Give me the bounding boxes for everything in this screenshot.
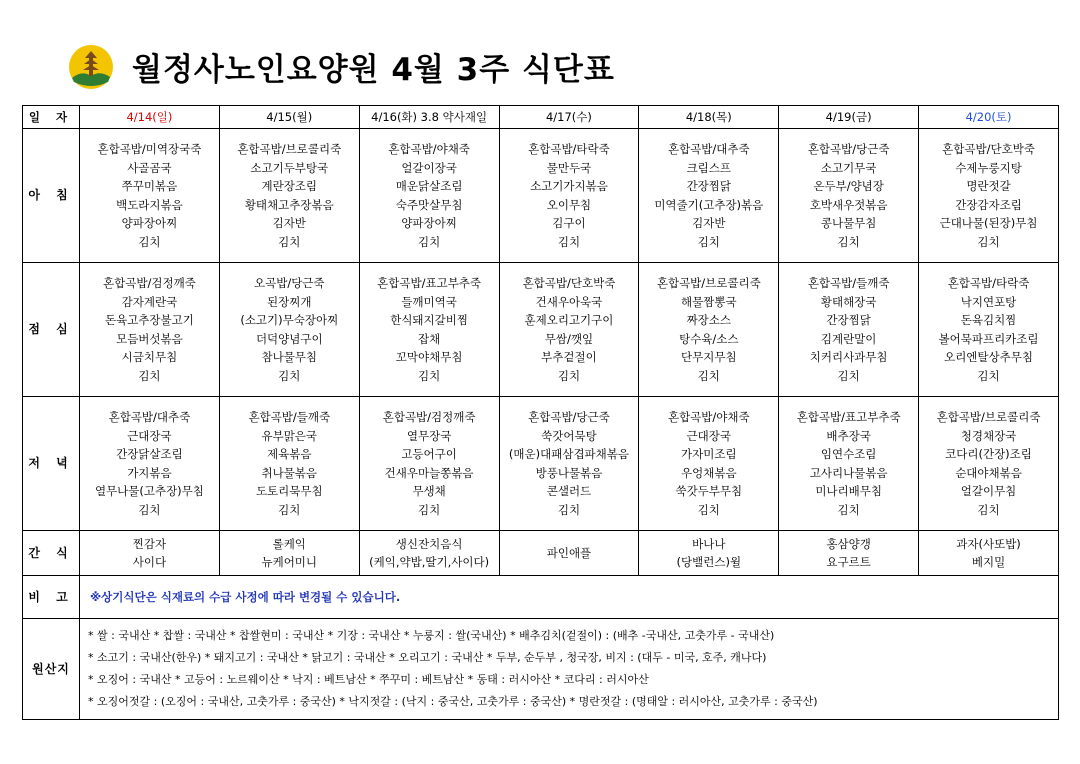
menu-item: 파인애플	[546, 545, 592, 560]
menu-item: 김치	[977, 234, 1000, 249]
menu-item: 김자반	[272, 216, 306, 230]
menu-item: 명란젓갈	[966, 179, 1011, 193]
menu-item: 소고기두부탕국	[250, 160, 329, 175]
menu-item: 꼬막야채무침	[395, 350, 463, 364]
meal-cell	[219, 531, 359, 576]
meal-cell	[779, 397, 919, 531]
menu-item: 김자반	[692, 216, 726, 230]
row-label-dinner: 저 녁	[23, 397, 80, 531]
menu-item: 과자(사또밥)	[956, 536, 1021, 551]
menu-item: 혼합곡밥/들깨죽	[807, 276, 890, 290]
menu-item: 제육볶음	[267, 447, 312, 461]
menu-item: 김치	[837, 368, 860, 383]
meal-cell	[219, 129, 359, 263]
menu-item: 건새우마늘쫑볶음	[384, 465, 474, 480]
menu-item: 낙지연포탕	[960, 294, 1017, 309]
origin-line: * 오징어 : 국내산 * 고등어 : 노르웨이산 * 낙지 : 베트남산 * 쭈꾸미 : 베트남산 * 동태 : 러시아산 * 코다리 : 러시아산	[88, 673, 649, 686]
row-label-origin: 원산지	[23, 619, 80, 720]
menu-item: 김구이	[552, 216, 586, 230]
menu-item: 베지밀	[971, 555, 1006, 569]
lunch-row	[23, 263, 1059, 397]
menu-item: 혼합곡밥/표고부추죽	[377, 276, 482, 290]
menu-item: (당밸런스)윌	[676, 555, 742, 569]
menu-item: 한식돼지갈비찜	[390, 313, 468, 327]
menu-item: 코다리(간장)조림	[945, 447, 1032, 461]
meal-cell	[499, 531, 639, 576]
menu-item: 간장찜닭	[686, 179, 732, 193]
menu-item: 양파장아찌	[121, 216, 178, 230]
row-label-snack: 간 식	[23, 531, 80, 576]
menu-item: 양파장아찌	[401, 216, 457, 230]
menu-item: 김치	[837, 234, 860, 249]
dinner-row	[23, 397, 1059, 531]
menu-item: 김치	[278, 502, 301, 517]
menu-item: 근대장국	[127, 428, 172, 443]
menu-item: 돈육김치찜	[960, 313, 1017, 327]
menu-item: 김계란말이	[820, 331, 877, 346]
breakfast-row	[23, 129, 1059, 263]
menu-item: 매운닭살조림	[395, 179, 463, 193]
menu-item: 들깨미역국	[401, 294, 457, 309]
menu-item: 콩나물무침	[820, 216, 877, 230]
menu-item: 백도라지볶음	[116, 197, 183, 212]
meal-cell	[359, 531, 499, 576]
meal-cell	[919, 129, 1059, 263]
menu-item: 뉴케어미니	[261, 555, 318, 569]
row-label-breakfast: 아 침	[23, 129, 80, 263]
page-title: 월정사노인요양원 4월 3주 식단표	[132, 52, 615, 88]
meal-cell	[219, 397, 359, 531]
menu-item: 혼합곡밥/들깨죽	[248, 410, 331, 424]
menu-item: 청경채장국	[960, 428, 1017, 443]
menu-item: 혼합곡밥/단호박죽	[522, 276, 616, 290]
menu-item: 혼합곡밥/대추죽	[108, 410, 191, 424]
menu-item: 치커리사과무침	[809, 350, 888, 364]
menu-item: 사골곰국	[127, 160, 172, 175]
menu-item: 쭈꾸미볶음	[121, 179, 178, 193]
menu-item: 김치	[418, 502, 441, 517]
menu-item: 방풍나물볶음	[535, 465, 603, 480]
menu-item: 간장닭살조림	[116, 447, 183, 461]
date-header: 4/18(목)	[639, 106, 779, 129]
menu-item: 황태해장국	[820, 294, 877, 309]
menu-item: 감자계란국	[121, 294, 178, 309]
origin-row	[23, 619, 1059, 720]
menu-item: 소고기무국	[820, 160, 877, 175]
menu-item: 바나나	[692, 536, 726, 551]
menu-item: 김치	[697, 234, 720, 249]
menu-item: 호박새우젓볶음	[809, 197, 888, 212]
row-label-lunch: 점 심	[23, 263, 80, 397]
menu-item: 더덕양념구이	[255, 331, 323, 346]
meal-cell	[639, 397, 779, 531]
menu-item: 사이다	[132, 555, 167, 569]
date-header-row	[23, 106, 1059, 129]
menu-item: 볼어묵파프리카조림	[938, 331, 1039, 346]
logo-icon	[68, 44, 114, 90]
date-header: 4/14(일)	[80, 106, 220, 129]
menu-item: 잡채	[418, 331, 441, 346]
origin-line: * 소고기 : 국내산(한우) * 돼지고기 : 국내산 * 닭고기 : 국내산 * 오리고기 : 국내산 * 두부, 순두부 , 청국장, 비지 : (대두 - 미국, 호주, 캐나다)	[88, 651, 767, 664]
meal-cell	[80, 263, 220, 397]
menu-item: 혼합곡밥/당근죽	[528, 410, 610, 424]
menu-item: 계란장조림	[261, 179, 318, 193]
menu-item: 요구르트	[826, 555, 871, 569]
menu-item: 혼합곡밥/브로콜리죽	[656, 276, 761, 290]
menu-item: 혼합곡밥/검정깨죽	[382, 410, 476, 424]
menu-item: 얼갈이무침	[960, 484, 1017, 498]
menu-item: 가지볶음	[127, 465, 172, 480]
date-header: 4/17(수)	[499, 106, 639, 129]
menu-item: 김치	[557, 502, 581, 517]
meal-cell	[779, 129, 919, 263]
date-header: 4/19(금)	[779, 106, 919, 129]
meal-cell	[219, 263, 359, 397]
menu-item: 유부맑은국	[261, 428, 318, 443]
menu-item: 간장감자조림	[955, 197, 1022, 212]
date-header: 4/16(화) 3.8 약사재일	[359, 106, 499, 129]
menu-item: 김치	[697, 502, 720, 517]
menu-item: 혼합곡밥/대추죽	[667, 142, 750, 156]
menu-item: 김치	[138, 368, 161, 383]
menu-item: 김치	[977, 368, 1000, 383]
menu-item: 부추겉절이	[541, 350, 597, 364]
menu-item: 김치	[278, 368, 301, 383]
menu-item: 모듬버섯볶음	[116, 331, 183, 346]
menu-item: 김치	[557, 234, 581, 249]
meal-cell	[639, 531, 779, 576]
meal-cell	[779, 263, 919, 397]
menu-item: 김치	[557, 368, 581, 383]
menu-item: 오곡밥/당근죽	[254, 276, 325, 290]
menu-item: 오이무침	[546, 197, 592, 212]
menu-item: 숙주맛살무침	[395, 197, 463, 212]
menu-table	[22, 105, 1059, 720]
menu-item: 혼합곡밥/타락죽	[528, 142, 610, 156]
meal-cell	[639, 129, 779, 263]
meal-cell	[919, 397, 1059, 531]
menu-item: 혼합곡밥/타락죽	[947, 276, 1030, 290]
remark-text: ※상기식단은 식재료의 수급 사정에 따라 변경될 수 있습니다.	[80, 576, 1059, 619]
menu-item: 미역줄기(고추장)볶음	[654, 197, 764, 212]
menu-item: (소고기)무숙장아찌	[240, 313, 339, 327]
menu-item: 탕수육/소스	[679, 331, 739, 346]
meal-cell	[499, 397, 639, 531]
menu-item: 소고기가지볶음	[530, 179, 608, 193]
menu-item: 열무나물(고추장)무침	[94, 484, 204, 498]
menu-item: 쑥갓두부무침	[675, 484, 743, 498]
menu-item: 짜장소스	[686, 313, 732, 327]
menu-item: 쑥갓어묵탕	[541, 428, 597, 443]
meal-cell	[779, 531, 919, 576]
menu-item: 근대나물(된장)무침	[939, 216, 1038, 230]
menu-item: 혼합곡밥/야채죽	[388, 142, 470, 156]
menu-item: 혼합곡밥/단호박죽	[942, 142, 1035, 156]
menu-item: 미나리배무침	[815, 484, 882, 498]
menu-item: 김치	[697, 368, 720, 383]
meal-cell	[919, 263, 1059, 397]
menu-item: 열무장국	[406, 428, 452, 443]
menu-item: 오리엔탈상추무침	[944, 350, 1033, 364]
menu-item: 취나물볶음	[261, 465, 318, 480]
menu-item: 물만두국	[546, 160, 592, 175]
menu-item: 도토리묵무침	[255, 484, 323, 498]
menu-item: 혼합곡밥/야채죽	[667, 410, 750, 424]
menu-item: 김치	[418, 368, 441, 383]
menu-item: 혼합곡밥/브로콜리죽	[936, 410, 1041, 424]
menu-item: 순대야채볶음	[955, 465, 1022, 480]
menu-item: 롤케익	[272, 536, 306, 551]
menu-item: 혼합곡밥/브로콜리죽	[237, 142, 342, 156]
menu-item: 근대장국	[686, 428, 732, 443]
date-header: 4/15(월)	[219, 106, 359, 129]
menu-item: 배추장국	[826, 428, 871, 443]
menu-item: 돈육고추장불고기	[104, 313, 194, 327]
row-label-date: 일 자	[23, 106, 80, 129]
menu-item: 단무지무침	[681, 350, 737, 364]
meal-cell	[80, 397, 220, 531]
menu-item: 얼갈이장국	[401, 160, 457, 175]
menu-item: (매운)대패삼겹파채볶음	[508, 447, 629, 461]
meal-cell	[499, 129, 639, 263]
menu-item: 참나물무침	[261, 350, 318, 364]
meal-cell	[359, 263, 499, 397]
menu-item: 해물짬뽕국	[681, 294, 737, 309]
menu-item: 김치	[278, 234, 301, 249]
meal-cell	[359, 129, 499, 263]
menu-item: 콘샐러드	[546, 484, 592, 498]
menu-item: 김치	[138, 234, 161, 249]
menu-item: 황태채고추장볶음	[244, 197, 334, 212]
remark-row	[23, 576, 1059, 619]
meal-cell	[639, 263, 779, 397]
menu-item: 건새우아욱국	[535, 294, 603, 309]
menu-item: 찐감자	[132, 536, 167, 551]
menu-item: 김치	[138, 502, 161, 517]
meal-cell	[359, 397, 499, 531]
menu-item: 된장찌개	[267, 294, 312, 309]
menu-item: 시금치무침	[121, 350, 178, 364]
meal-cell	[80, 129, 220, 263]
menu-item: 우엉채볶음	[681, 465, 737, 480]
date-header: 4/20(토)	[919, 106, 1059, 129]
menu-item: 가자미조림	[681, 447, 737, 461]
menu-item: 크림스프	[686, 160, 732, 175]
menu-item: 온두부/양념장	[813, 179, 884, 193]
menu-item: 혼합곡밥/검정깨죽	[103, 276, 196, 290]
menu-item: 홍삼양갱	[826, 536, 871, 551]
menu-item: 생신잔치음식	[395, 536, 463, 551]
menu-item: 혼합곡밥/표고부추죽	[796, 410, 901, 424]
menu-item: 김치	[418, 234, 441, 249]
menu-item: 김치	[837, 502, 860, 517]
meal-cell	[919, 531, 1059, 576]
meal-cell	[499, 263, 639, 397]
menu-item: 고사리나물볶음	[809, 465, 888, 480]
menu-item: 임연수조림	[820, 447, 877, 461]
row-label-remark: 비 고	[23, 576, 80, 619]
menu-item: 수제누룽지탕	[955, 160, 1022, 175]
menu-item: 훈제오리고기구이	[524, 313, 614, 327]
menu-item: (케익,약밥,딸기,사이다)	[369, 555, 490, 569]
menu-item: 혼합곡밥/미역장국죽	[97, 142, 202, 156]
origin-line: * 오징어젓갈 : (오징어 : 국내산, 고춧가루 : 중국산) * 낙지젓갈 : (낙지 : 중국산, 고춧가루 : 중국산) * 명란젓갈 : (명태알 : 러시아산, 고춧가루 : 중국산)	[88, 695, 818, 708]
origin-line: * 쌀 : 국내산 * 찹쌀 : 국내산 * 찹쌀현미 : 국내산 * 기장 : 국내산 * 누룽지 : 쌀(국내산) * 배추김치(겉절이) : (배추 -국내산, 고춧가루 - 국내산)	[88, 629, 775, 642]
meal-cell	[80, 531, 220, 576]
menu-item: 김치	[977, 502, 1000, 517]
menu-item: 혼합곡밥/당근죽	[807, 142, 890, 156]
origin-info	[80, 619, 1059, 720]
menu-item: 간장찜닭	[826, 313, 871, 327]
menu-item: 무생채	[412, 484, 446, 498]
snack-row	[23, 531, 1059, 576]
menu-item: 무쌈/깻잎	[544, 331, 594, 346]
menu-item: 고등어구이	[401, 447, 457, 461]
